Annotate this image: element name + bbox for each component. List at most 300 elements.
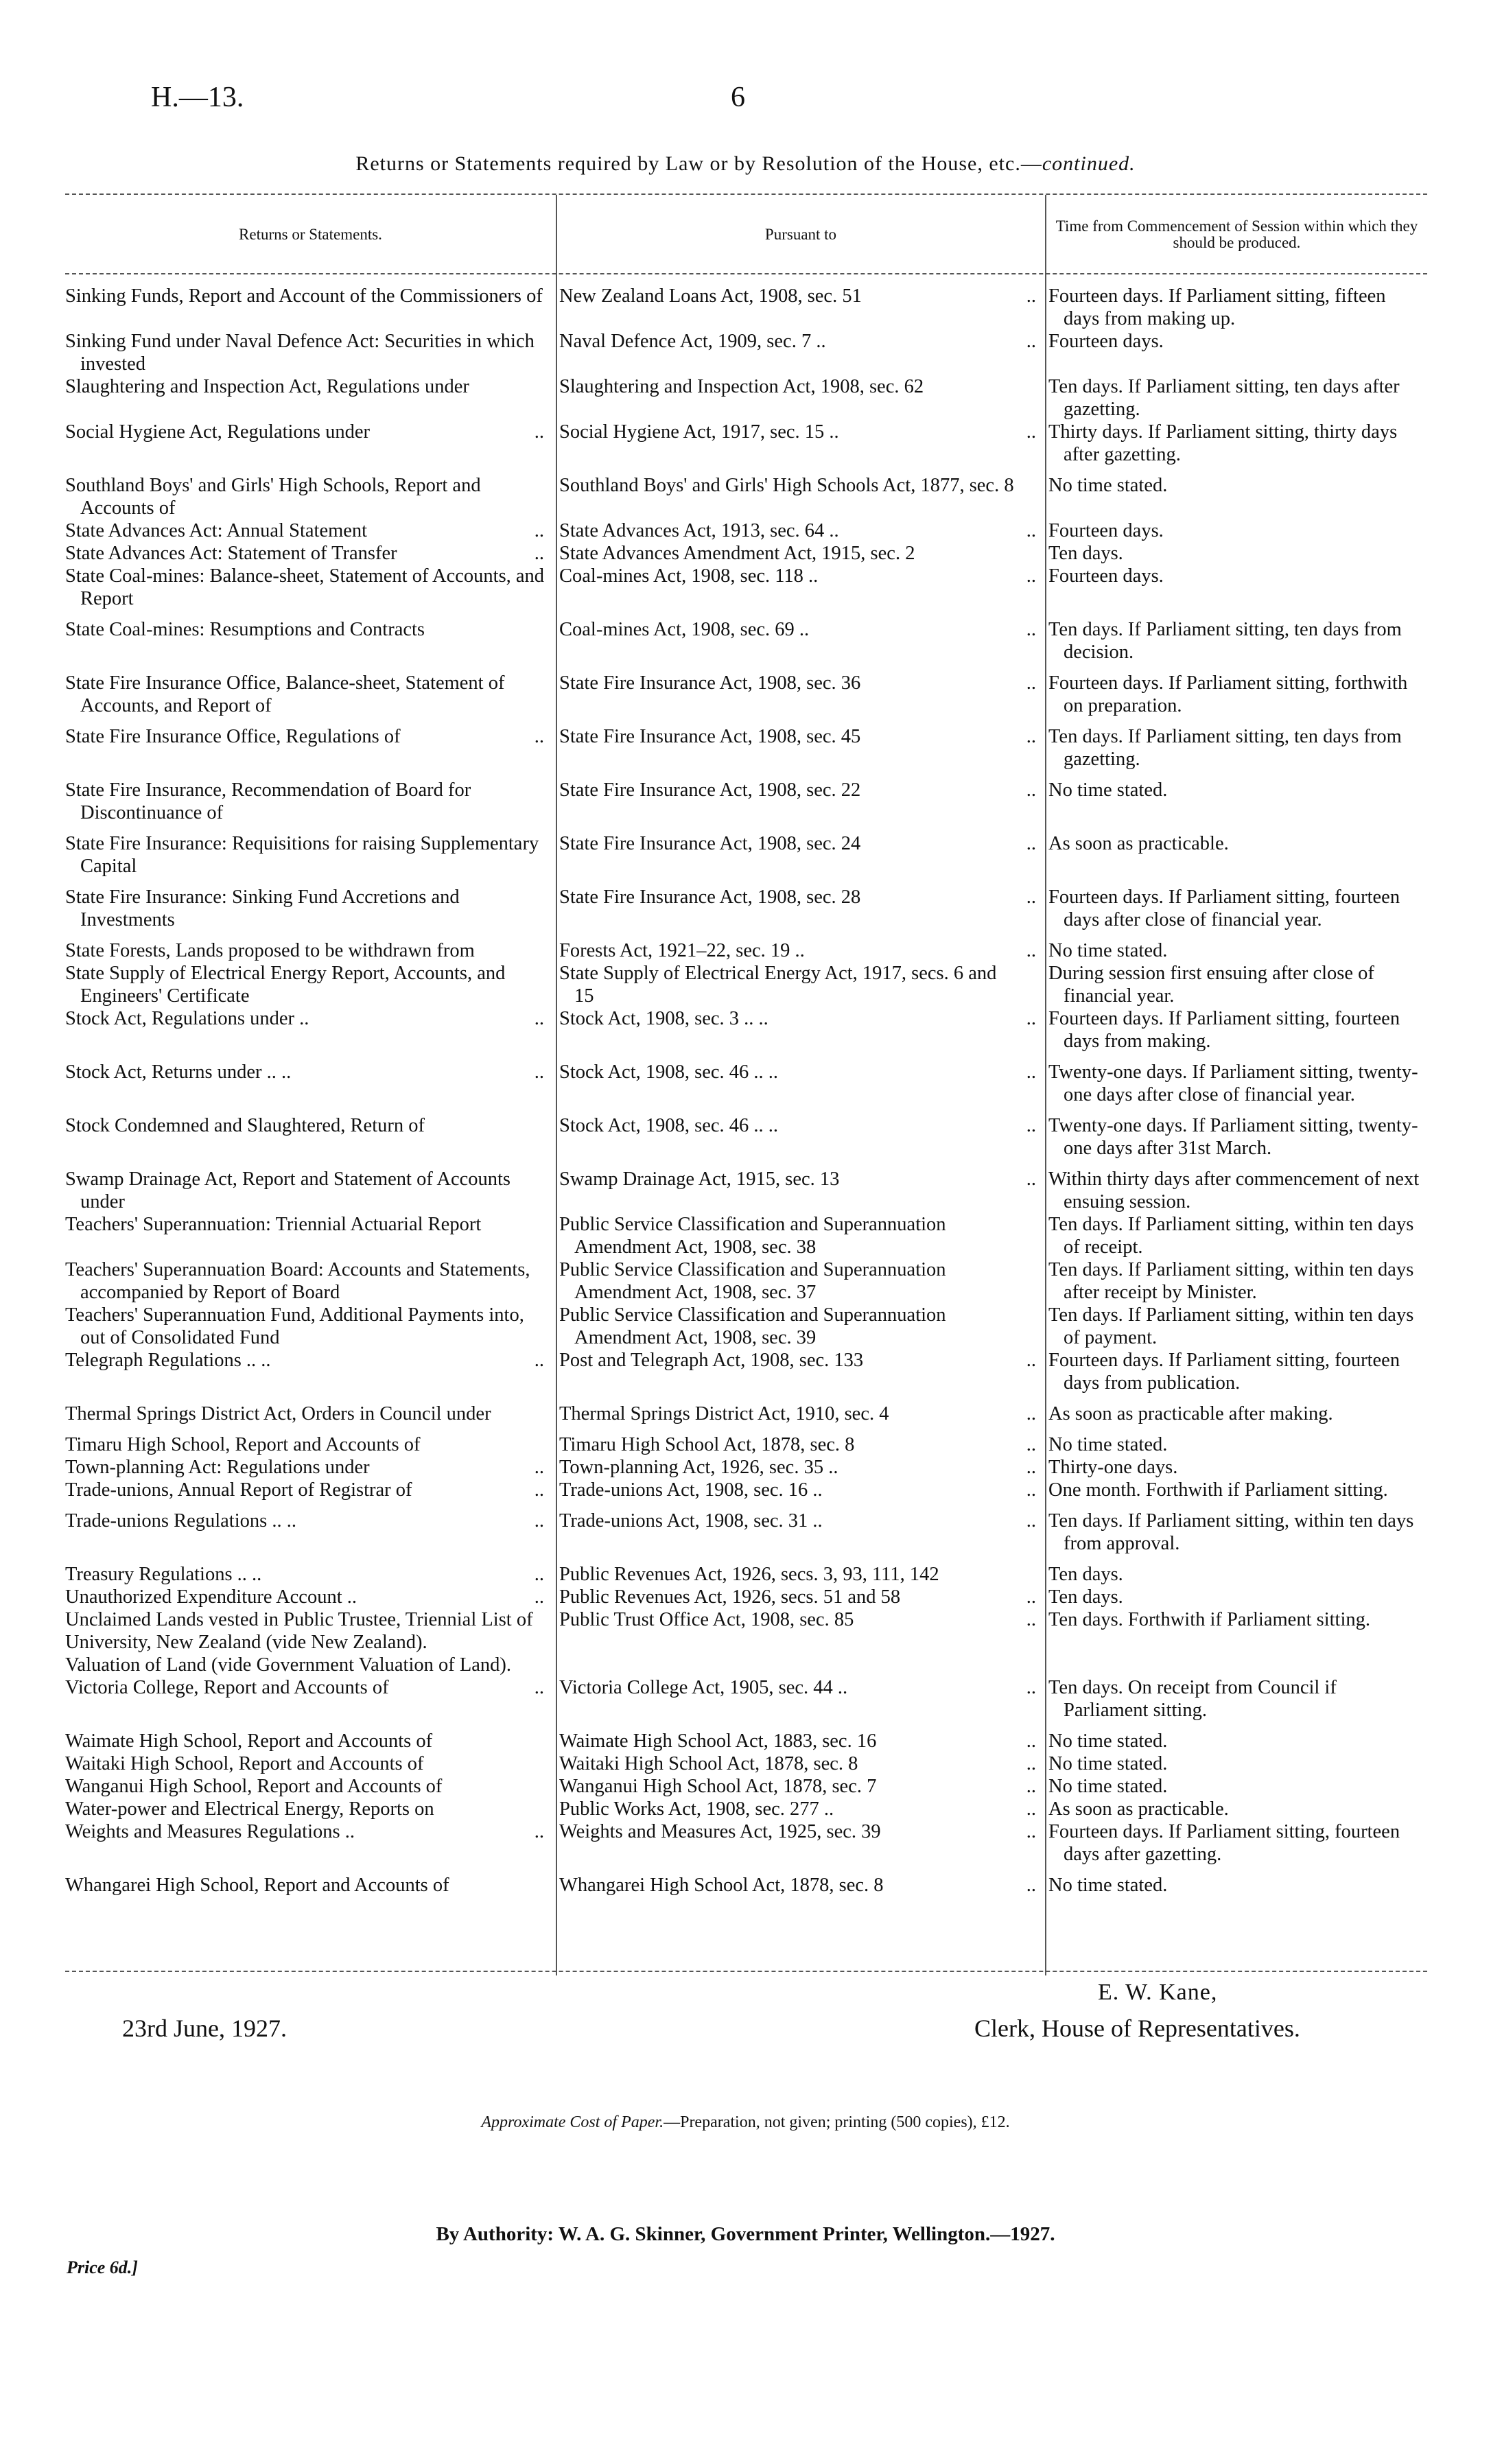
pursuant-cell-text: Waimate High School Act, 1883, sec. 16 bbox=[559, 1730, 877, 1752]
time-cell-text: Ten days. If Parliament sitting, within ten days of payment. bbox=[1048, 1304, 1414, 1348]
table-row bbox=[65, 1258, 1427, 1304]
pursuant-cell-text: Slaughtering and Inspection Act, 1908, sec. 62 bbox=[559, 376, 924, 397]
pursuant-cell bbox=[554, 565, 1043, 610]
leader-dots: .. bbox=[1026, 565, 1036, 587]
time-cell bbox=[1043, 1510, 1427, 1555]
leader-dots: .. bbox=[1026, 940, 1036, 961]
return-title-cell-text: State Fire Insurance: Requisitions for raising Supplementary Capital bbox=[65, 833, 539, 877]
table-row bbox=[65, 725, 1427, 771]
row-spacer bbox=[65, 1053, 1427, 1061]
leader-dots: .. bbox=[534, 543, 544, 564]
pursuant-cell bbox=[554, 1510, 1043, 1555]
time-cell-text: Ten days. If Parliament sitting, ten days from decision. bbox=[1048, 619, 1402, 663]
time-cell bbox=[1043, 1820, 1427, 1866]
return-title-cell-text: Victoria College, Report and Accounts of bbox=[65, 1677, 389, 1698]
time-cell bbox=[1043, 725, 1427, 771]
leader-dots: .. bbox=[1026, 1350, 1036, 1371]
leader-dots: .. bbox=[1026, 1609, 1036, 1630]
return-title-cell-text: Telegraph Regulations .. .. bbox=[65, 1350, 271, 1371]
pursuant-cell-text: New Zealand Loans Act, 1908, sec. 51 bbox=[559, 285, 862, 307]
time-cell-text: Fourteen days. If Parliament sitting, fifteen days from making up. bbox=[1048, 285, 1386, 329]
leader-dots: .. bbox=[1026, 1169, 1036, 1190]
pursuant-cell bbox=[554, 330, 1043, 375]
pursuant-cell-text: Public Revenues Act, 1926, secs. 3, 93, 111, 142 bbox=[559, 1564, 939, 1585]
pursuant-cell bbox=[554, 519, 1043, 542]
pursuant-cell-text: Stock Act, 1908, sec. 3 .. .. bbox=[559, 1008, 768, 1029]
time-cell-text: Ten days. If Parliament sitting, ten days after gazetting. bbox=[1048, 376, 1400, 420]
signature-date: 23rd June, 1927. bbox=[122, 2015, 287, 2042]
returns-table-body bbox=[65, 285, 1427, 1897]
pursuant-cell-text: Whangarei High School Act, 1878, sec. 8 bbox=[559, 1875, 884, 1896]
pursuant-cell bbox=[554, 1730, 1043, 1752]
pursuant-cell-text: Timaru High School Act, 1878, sec. 8 bbox=[559, 1434, 855, 1455]
pursuant-cell-text: Trade-unions Act, 1908, sec. 31 .. bbox=[559, 1510, 823, 1532]
time-cell-text: One month. Forthwith if Parliament sitting. bbox=[1048, 1479, 1388, 1501]
leader-dots: .. bbox=[1026, 1115, 1036, 1136]
table-row bbox=[65, 1433, 1427, 1456]
table-bottom-rule bbox=[65, 1971, 1427, 1972]
table-row bbox=[65, 1510, 1427, 1555]
return-title-cell-text: State Fire Insurance, Recommendation of Board for Discontinuance of bbox=[65, 779, 471, 823]
return-title-cell-text: Southland Boys' and Girls' High Schools, Report and Accounts of bbox=[65, 475, 481, 519]
row-spacer bbox=[65, 771, 1427, 779]
leader-dots: .. bbox=[1026, 1677, 1036, 1698]
time-cell-text: Thirty days. If Parliament sitting, thirty days after gazetting. bbox=[1048, 421, 1398, 465]
return-title-cell-text: Unauthorized Expenditure Account .. bbox=[65, 1586, 357, 1608]
row-spacer bbox=[65, 1722, 1427, 1730]
pursuant-cell-text: Waitaki High School Act, 1878, sec. 8 bbox=[559, 1753, 858, 1774]
time-cell bbox=[1043, 1304, 1427, 1349]
return-title-cell-text: Weights and Measures Regulations .. bbox=[65, 1821, 355, 1842]
time-cell-text: No time stated. bbox=[1048, 1875, 1168, 1896]
time-cell-text: Ten days. If Parliament sitting, within ten days from approval. bbox=[1048, 1510, 1414, 1554]
page-ref: H.—13. bbox=[151, 82, 244, 113]
column-header-time: Time from Commencement of Session within which they should be produced. bbox=[1055, 217, 1418, 251]
pursuant-cell-text: State Fire Insurance Act, 1908, sec. 36 bbox=[559, 672, 861, 694]
pursuant-cell bbox=[554, 1798, 1043, 1820]
return-title-cell-text: State Supply of Electrical Energy Report, Accounts, and Engineers' Certificate bbox=[65, 963, 506, 1007]
return-title-cell bbox=[65, 1586, 554, 1608]
cost-label: Approximate Cost of Paper. bbox=[481, 2113, 664, 2131]
table-row bbox=[65, 1654, 1427, 1676]
leader-dots: .. bbox=[1026, 1730, 1036, 1752]
pursuant-cell bbox=[554, 1061, 1043, 1106]
row-spacer bbox=[65, 664, 1427, 672]
leader-dots: .. bbox=[1026, 619, 1036, 640]
leader-dots: .. bbox=[1026, 1479, 1036, 1501]
time-cell-text: Ten days. Forthwith if Parliament sitting. bbox=[1048, 1609, 1370, 1630]
return-title-cell bbox=[65, 1061, 554, 1106]
return-title-cell-text: University, New Zealand (vide New Zealand). bbox=[65, 1632, 427, 1653]
return-title-cell-text: Trade-unions Regulations .. .. bbox=[65, 1510, 296, 1532]
column-header-returns: Returns or Statements. bbox=[239, 225, 382, 243]
table-row bbox=[65, 939, 1427, 962]
return-title-cell-text: Social Hygiene Act, Regulations under bbox=[65, 421, 371, 443]
table-row bbox=[65, 375, 1427, 421]
time-cell bbox=[1043, 1730, 1427, 1752]
return-title-cell bbox=[65, 1007, 554, 1053]
pursuant-cell bbox=[554, 1676, 1043, 1722]
leader-dots: .. bbox=[1026, 285, 1036, 307]
return-title-cell-text: Thermal Springs District Act, Orders in Council under bbox=[65, 1403, 491, 1424]
row-spacer bbox=[65, 610, 1427, 618]
return-title-cell-text: Teachers' Superannuation: Triennial Actuarial Report bbox=[65, 1214, 482, 1235]
pursuant-cell bbox=[554, 618, 1043, 664]
row-spacer bbox=[65, 931, 1427, 939]
pursuant-cell-text: Trade-unions Act, 1908, sec. 16 .. bbox=[559, 1479, 823, 1501]
pursuant-cell bbox=[554, 725, 1043, 771]
leader-dots: .. bbox=[534, 1586, 544, 1608]
table-row bbox=[65, 1213, 1427, 1258]
time-cell-text: Fourteen days. bbox=[1048, 331, 1164, 352]
time-cell bbox=[1043, 1403, 1427, 1425]
pursuant-cell bbox=[554, 1608, 1043, 1631]
time-cell bbox=[1043, 1061, 1427, 1106]
leader-dots: .. bbox=[1026, 1821, 1036, 1842]
return-title-cell-text: Timaru High School, Report and Accounts of bbox=[65, 1434, 421, 1455]
table-top-rule bbox=[65, 193, 1427, 195]
leader-dots: .. bbox=[1026, 1510, 1036, 1532]
time-cell bbox=[1043, 779, 1427, 824]
leader-dots: .. bbox=[534, 1350, 544, 1371]
time-cell bbox=[1043, 1456, 1427, 1479]
leader-dots: .. bbox=[1026, 1776, 1036, 1797]
return-title-cell bbox=[65, 542, 554, 565]
return-title-cell-text: State Coal-mines: Resumptions and Contracts bbox=[65, 619, 425, 640]
return-title-cell-text: Treasury Regulations .. .. bbox=[65, 1564, 262, 1585]
pursuant-cell bbox=[554, 1433, 1043, 1456]
leader-dots: .. bbox=[1026, 331, 1036, 352]
time-cell bbox=[1043, 1798, 1427, 1820]
return-title-cell bbox=[65, 1258, 554, 1304]
leader-dots: .. bbox=[1026, 421, 1036, 443]
return-title-cell bbox=[65, 519, 554, 542]
return-title-cell bbox=[65, 1456, 554, 1479]
return-title-cell bbox=[65, 285, 554, 330]
return-title-cell-text: State Advances Act: Statement of Transfer bbox=[65, 543, 397, 564]
time-cell bbox=[1043, 474, 1427, 519]
return-title-cell bbox=[65, 779, 554, 824]
time-cell-text: No time stated. bbox=[1048, 475, 1168, 496]
pursuant-cell-text: State Supply of Electrical Energy Act, 1917, secs. 6 and 15 bbox=[559, 963, 997, 1007]
pursuant-cell-text: Victoria College Act, 1905, sec. 44 .. bbox=[559, 1677, 848, 1698]
pursuant-cell bbox=[554, 832, 1043, 878]
time-cell bbox=[1043, 1752, 1427, 1775]
leader-dots: .. bbox=[1026, 1753, 1036, 1774]
pursuant-cell bbox=[554, 1007, 1043, 1053]
table-row bbox=[65, 1007, 1427, 1053]
row-spacer bbox=[65, 1425, 1427, 1433]
leader-dots: .. bbox=[534, 1510, 544, 1532]
pursuant-cell-text: Wanganui High School Act, 1878, sec. 7 bbox=[559, 1776, 877, 1797]
return-title-cell-text: Stock Act, Regulations under .. bbox=[65, 1008, 309, 1029]
return-title-cell-text: State Fire Insurance: Sinking Fund Accretions and Investments bbox=[65, 887, 460, 930]
row-spacer bbox=[65, 717, 1427, 725]
pursuant-cell-text: Coal-mines Act, 1908, sec. 69 .. bbox=[559, 619, 810, 640]
time-cell-text: Fourteen days. If Parliament sitting, fourteen days from publication. bbox=[1048, 1350, 1400, 1394]
leader-dots: .. bbox=[1026, 887, 1036, 908]
return-title-cell-text: Waimate High School, Report and Accounts of bbox=[65, 1730, 433, 1752]
leader-dots: .. bbox=[1026, 1434, 1036, 1455]
time-cell bbox=[1043, 1631, 1427, 1654]
return-title-cell-text: Sinking Fund under Naval Defence Act: Securities in which invested bbox=[65, 331, 535, 375]
pursuant-cell-text: Stock Act, 1908, sec. 46 .. .. bbox=[559, 1061, 779, 1083]
return-title-cell-text: Town-planning Act: Regulations under bbox=[65, 1457, 370, 1478]
time-cell-text: As soon as practicable after making. bbox=[1048, 1403, 1333, 1424]
time-cell-text: No time stated. bbox=[1048, 1434, 1168, 1455]
table-row bbox=[65, 1874, 1427, 1897]
return-title-cell bbox=[65, 618, 554, 664]
pursuant-cell bbox=[554, 886, 1043, 931]
return-title-cell bbox=[65, 725, 554, 771]
table-row bbox=[65, 1061, 1427, 1106]
time-cell-text: Fourteen days. If Parliament sitting, forthwith on preparation. bbox=[1048, 672, 1408, 716]
return-title-cell bbox=[65, 886, 554, 931]
cost-text: —Preparation, not given; printing (500 copies), £12. bbox=[664, 2113, 1010, 2131]
time-cell-text: Ten days. bbox=[1048, 543, 1123, 564]
pursuant-cell bbox=[554, 1114, 1043, 1160]
table-row bbox=[65, 565, 1427, 610]
leader-dots: .. bbox=[1026, 1586, 1036, 1608]
return-title-cell-text: Wanganui High School, Report and Accounts of bbox=[65, 1776, 443, 1797]
pursuant-cell-text: Town-planning Act, 1926, sec. 35 .. bbox=[559, 1457, 838, 1478]
time-cell bbox=[1043, 1775, 1427, 1798]
leader-dots: .. bbox=[1026, 1403, 1036, 1424]
leader-dots: .. bbox=[1026, 1798, 1036, 1820]
time-cell bbox=[1043, 1168, 1427, 1213]
pursuant-cell bbox=[554, 1563, 1043, 1586]
pursuant-cell-text: Public Works Act, 1908, sec. 277 .. bbox=[559, 1798, 834, 1820]
return-title-cell bbox=[65, 330, 554, 375]
time-cell-text: Fourteen days. If Parliament sitting, fourteen days from making. bbox=[1048, 1008, 1400, 1052]
pursuant-cell bbox=[554, 1456, 1043, 1479]
time-cell-text: Fourteen days. bbox=[1048, 565, 1164, 587]
row-spacer bbox=[65, 1555, 1427, 1563]
table-row bbox=[65, 519, 1427, 542]
pursuant-cell bbox=[554, 1752, 1043, 1775]
leader-dots: .. bbox=[534, 421, 544, 443]
table-row bbox=[65, 1304, 1427, 1349]
return-title-cell bbox=[65, 1479, 554, 1501]
return-title-cell bbox=[65, 1820, 554, 1866]
pursuant-cell-text: Public Service Classification and Superannuation Amendment Act, 1908, sec. 38 bbox=[559, 1214, 946, 1258]
leader-dots: .. bbox=[1026, 1008, 1036, 1029]
time-cell bbox=[1043, 330, 1427, 375]
return-title-cell-text: Valuation of Land (vide Government Valuation of Land). bbox=[65, 1654, 512, 1676]
leader-dots: .. bbox=[1026, 520, 1036, 541]
page-number: 6 bbox=[731, 82, 745, 113]
table-row bbox=[65, 1608, 1427, 1631]
time-cell-text: Ten days. bbox=[1048, 1586, 1123, 1608]
time-cell bbox=[1043, 421, 1427, 466]
return-title-cell-text: Swamp Drainage Act, Report and Statement of Accounts under bbox=[65, 1169, 511, 1212]
time-cell-text: Ten days. If Parliament sitting, within ten days of receipt. bbox=[1048, 1214, 1414, 1258]
printer-authority: By Authority: W. A. G. Skinner, Government Printer, Wellington.—1927. bbox=[436, 2223, 1055, 2245]
table-row bbox=[65, 1631, 1427, 1654]
pursuant-cell bbox=[554, 1479, 1043, 1501]
return-title-cell bbox=[65, 1654, 554, 1676]
return-title-cell bbox=[65, 1304, 554, 1349]
column-header-pursuant: Pursuant to bbox=[764, 225, 837, 243]
row-spacer bbox=[65, 1106, 1427, 1114]
time-cell bbox=[1043, 1007, 1427, 1053]
pursuant-cell bbox=[554, 672, 1043, 717]
time-cell bbox=[1043, 1114, 1427, 1160]
leader-dots: .. bbox=[534, 726, 544, 747]
document-title bbox=[0, 152, 1491, 176]
pursuant-cell bbox=[554, 779, 1043, 824]
row-spacer bbox=[65, 1501, 1427, 1510]
table-row bbox=[65, 1820, 1427, 1866]
row-spacer bbox=[65, 1394, 1427, 1403]
time-cell-text: Fourteen days. If Parliament sitting, fourteen days after close of financial year. bbox=[1048, 887, 1400, 930]
title-text: Returns or Statements required by Law or by Resolution of the House, etc.— bbox=[355, 152, 1042, 175]
pursuant-cell-text: State Fire Insurance Act, 1908, sec. 24 bbox=[559, 833, 861, 854]
time-cell bbox=[1043, 618, 1427, 664]
time-cell bbox=[1043, 1213, 1427, 1258]
signature-title: Clerk, House of Representatives. bbox=[974, 2015, 1300, 2042]
leader-dots: .. bbox=[1026, 779, 1036, 801]
return-title-cell bbox=[65, 375, 554, 421]
time-cell bbox=[1043, 519, 1427, 542]
table-row bbox=[65, 1798, 1427, 1820]
return-title-cell-text: Teachers' Superannuation Board: Accounts and Statements, accompanied by Report of Board bbox=[65, 1259, 530, 1303]
pursuant-cell bbox=[554, 1775, 1043, 1798]
leader-dots: .. bbox=[534, 1677, 544, 1698]
pursuant-cell-text: Swamp Drainage Act, 1915, sec. 13 bbox=[559, 1169, 840, 1190]
table-row bbox=[65, 285, 1427, 330]
pursuant-cell-text: Naval Defence Act, 1909, sec. 7 .. bbox=[559, 331, 826, 352]
time-cell bbox=[1043, 1349, 1427, 1394]
leader-dots: .. bbox=[534, 1008, 544, 1029]
leader-dots: .. bbox=[1026, 672, 1036, 694]
table-row bbox=[65, 474, 1427, 519]
pursuant-cell-text: Weights and Measures Act, 1925, sec. 39 bbox=[559, 1821, 881, 1842]
return-title-cell bbox=[65, 1213, 554, 1258]
table-row bbox=[65, 1676, 1427, 1722]
return-title-cell-text: Unclaimed Lands vested in Public Trustee, Triennial List of bbox=[65, 1609, 533, 1630]
table-row bbox=[65, 542, 1427, 565]
pursuant-cell bbox=[554, 1349, 1043, 1394]
return-title-cell-text: Stock Act, Returns under .. .. bbox=[65, 1061, 292, 1083]
leader-dots: .. bbox=[534, 1479, 544, 1501]
time-cell-text: No time stated. bbox=[1048, 779, 1168, 801]
table-row bbox=[65, 1775, 1427, 1798]
pursuant-cell bbox=[554, 962, 1043, 1007]
pursuant-cell bbox=[554, 542, 1043, 565]
pursuant-cell bbox=[554, 1654, 1043, 1676]
pursuant-cell-text: Forests Act, 1921–22, sec. 19 .. bbox=[559, 940, 805, 961]
pursuant-cell bbox=[554, 939, 1043, 962]
return-title-cell-text: State Fire Insurance Office, Balance-sheet, Statement of Accounts, and Report of bbox=[65, 672, 505, 716]
return-title-cell-text: State Coal-mines: Balance-sheet, Statement of Accounts, and Report bbox=[65, 565, 545, 609]
pursuant-cell-text: Post and Telegraph Act, 1908, sec. 133 bbox=[559, 1350, 864, 1371]
leader-dots: .. bbox=[1026, 726, 1036, 747]
leader-dots: .. bbox=[1026, 833, 1036, 854]
pursuant-cell-text: State Advances Amendment Act, 1915, sec. 2 bbox=[559, 543, 915, 564]
time-cell-text: As soon as practicable. bbox=[1048, 833, 1229, 854]
return-title-cell-text: Teachers' Superannuation Fund, Additional Payments into, out of Consolidated Fund bbox=[65, 1304, 524, 1348]
leader-dots: .. bbox=[1026, 1457, 1036, 1478]
cost-note bbox=[0, 2113, 1491, 2132]
table-row bbox=[65, 421, 1427, 466]
pursuant-cell-text: Thermal Springs District Act, 1910, sec. 4 bbox=[559, 1403, 889, 1424]
return-title-cell bbox=[65, 939, 554, 962]
return-title-cell bbox=[65, 421, 554, 466]
table-row bbox=[65, 962, 1427, 1007]
return-title-cell bbox=[65, 1168, 554, 1213]
leader-dots: .. bbox=[534, 1564, 544, 1585]
table-row bbox=[65, 1168, 1427, 1213]
time-cell-text: Twenty-one days. If Parliament sitting, twenty-one days after close of financial year. bbox=[1048, 1061, 1418, 1105]
pursuant-cell bbox=[554, 1586, 1043, 1608]
time-cell-text: Fourteen days. If Parliament sitting, fourteen days after gazetting. bbox=[1048, 1821, 1400, 1865]
return-title-cell bbox=[65, 1730, 554, 1752]
time-cell bbox=[1043, 1479, 1427, 1501]
return-title-cell bbox=[65, 1631, 554, 1654]
pursuant-cell-text: State Fire Insurance Act, 1908, sec. 45 bbox=[559, 726, 861, 747]
table-row bbox=[65, 1479, 1427, 1501]
time-cell-text: Twenty-one days. If Parliament sitting, twenty-one days after 31st March. bbox=[1048, 1115, 1418, 1159]
pursuant-cell bbox=[554, 1304, 1043, 1349]
return-title-cell-text: Slaughtering and Inspection Act, Regulations under bbox=[65, 376, 469, 397]
table-row bbox=[65, 1456, 1427, 1479]
return-title-cell bbox=[65, 474, 554, 519]
time-cell bbox=[1043, 886, 1427, 931]
header-bottom-rule bbox=[65, 273, 1427, 274]
table-row bbox=[65, 1730, 1427, 1752]
return-title-cell-text: State Forests, Lands proposed to be withdrawn from bbox=[65, 940, 475, 961]
return-title-cell-text: Sinking Funds, Report and Account of the Commissioners of bbox=[65, 285, 543, 307]
pursuant-cell bbox=[554, 375, 1043, 421]
time-cell bbox=[1043, 565, 1427, 610]
row-spacer bbox=[65, 1866, 1427, 1874]
return-title-cell bbox=[65, 1433, 554, 1456]
leader-dots: .. bbox=[1026, 1875, 1036, 1896]
return-title-cell-text: Waitaki High School, Report and Accounts of bbox=[65, 1753, 424, 1774]
time-cell bbox=[1043, 542, 1427, 565]
time-cell-text: Within thirty days after commencement of next ensuing session. bbox=[1048, 1169, 1420, 1212]
return-title-cell-text: Water-power and Electrical Energy, Reports on bbox=[65, 1798, 434, 1820]
table-row bbox=[65, 672, 1427, 717]
return-title-cell bbox=[65, 672, 554, 717]
return-title-cell-text: Stock Condemned and Slaughtered, Return of bbox=[65, 1115, 425, 1136]
return-title-cell bbox=[65, 1563, 554, 1586]
return-title-cell-text: State Fire Insurance Office, Regulations of bbox=[65, 726, 401, 747]
return-title-cell bbox=[65, 1608, 554, 1631]
pursuant-cell bbox=[554, 421, 1043, 466]
pursuant-cell bbox=[554, 1631, 1043, 1654]
pursuant-cell-text: Southland Boys' and Girls' High Schools Act, 1877, sec. 8 bbox=[559, 475, 1014, 496]
pursuant-cell-text: Public Revenues Act, 1926, secs. 51 and 58 bbox=[559, 1586, 901, 1608]
time-cell bbox=[1043, 672, 1427, 717]
return-title-cell-text: Whangarei High School, Report and Accounts of bbox=[65, 1875, 449, 1896]
table-row bbox=[65, 1752, 1427, 1775]
pursuant-cell-text: Public Service Classification and Superannuation Amendment Act, 1908, sec. 37 bbox=[559, 1259, 946, 1303]
time-cell bbox=[1043, 832, 1427, 878]
leader-dots: .. bbox=[534, 1457, 544, 1478]
pursuant-cell bbox=[554, 1403, 1043, 1425]
title-continued: continued. bbox=[1042, 152, 1136, 175]
pursuant-cell bbox=[554, 1168, 1043, 1213]
time-cell-text: During session first ensuing after close of financial year. bbox=[1048, 963, 1374, 1007]
time-cell-text: Ten days. If Parliament sitting, ten days from gazetting. bbox=[1048, 726, 1402, 770]
pursuant-cell-text: State Advances Act, 1913, sec. 64 .. bbox=[559, 520, 839, 541]
table-row bbox=[65, 1349, 1427, 1394]
time-cell bbox=[1043, 939, 1427, 962]
return-title-cell bbox=[65, 1874, 554, 1897]
return-title-cell bbox=[65, 832, 554, 878]
